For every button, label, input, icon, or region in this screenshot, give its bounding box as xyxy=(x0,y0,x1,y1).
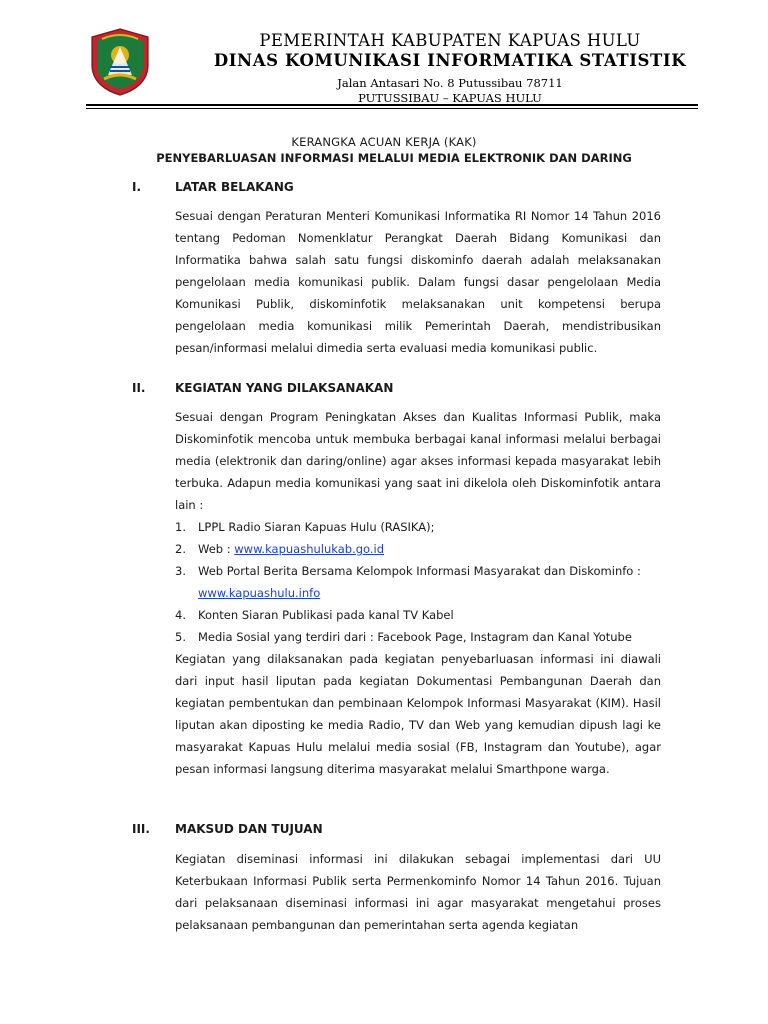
list-text: Web : xyxy=(198,542,235,556)
section-heading-2 xyxy=(132,381,393,395)
list-item xyxy=(175,560,665,604)
letterhead-address: Jalan Antasari No. 8 Putussibau 78711 xyxy=(337,76,563,90)
section-number: III. xyxy=(132,822,150,836)
section-title: MAKSUD DAN TUJUAN xyxy=(175,822,323,836)
letterhead-agency: DINAS KOMUNIKASI INFORMATIKA STATISTIK xyxy=(213,51,687,70)
list-text: LPPL Radio Siaran Kapuas Hulu (RASIKA); xyxy=(198,520,435,534)
section-1-paragraph: Sesuai dengan Peraturan Menteri Komunikasi Informatika RI Nomor 14 Tahun 2016 tentang Pedoman Nomenklatur Perangkat Daerah Bidang Komunikasi dan Informatika bahwa salah satu fungsi diskominfo daerah adalah melaksanakan pengelolaan media komunikasi publik. Dalam fungsi dasar pengelolaan Media Komunikasi Publik, diskominfotik melaksanakan unit kompetensi berupa pengelolaan media komunikasi milik Pemerintah Daerah, mendistribusikan pesan/informasi melalui dimedia serta evaluasi media komunikasi public. xyxy=(175,209,661,355)
list-number: 2. xyxy=(175,542,186,556)
media-list xyxy=(175,516,665,648)
section-3-paragraph: Kegiatan diseminasi informasi ini dilakukan sebagai implementasi dari UU Keterbukaan Informasi Publik serta Permenkominfo Nomor 14 Tahun 2016. Tujuan dari pelaksanaan diseminasi informasi ini agar masyarakat mengetahui proses pelaksanaan pembangunan dan pemerintahan serta agenda kegiatan xyxy=(175,852,661,932)
section-number: I. xyxy=(132,180,142,194)
website-link[interactable]: www.kapuashulukab.go.id xyxy=(234,542,385,556)
document-subtitle: PENYEBARLUASAN INFORMASI MELALUI MEDIA ELEKTRONIK DAN DARING xyxy=(156,151,632,165)
section-heading-3 xyxy=(132,822,323,836)
document-title: KERANGKA ACUAN KERJA (KAK) xyxy=(291,135,477,149)
section-number: II. xyxy=(132,381,146,395)
list-item xyxy=(175,604,665,626)
list-item xyxy=(175,626,665,648)
list-text: Konten Siaran Publikasi pada kanal TV Kabel xyxy=(198,608,454,622)
section-heading-1 xyxy=(132,180,294,194)
section-title: KEGIATAN YANG DILAKSANAKAN xyxy=(175,381,394,395)
letterhead-rule-thin xyxy=(86,108,698,109)
section-2-closing: Kegiatan yang dilaksanakan pada kegiatan penyebarluasan informasi ini diawali dari input hasil liputan pada kegiatan Dokumentasi Pembangunan Daerah dan kegiatan pembentukan dan pembinaan Kelompok Informasi Masyarakat (KIM). Hasil liputan akan diposting ke media Radio, TV dan Web yang kemudian dipush lagi ke masyarakat Kapuas Hulu melalui media sosial (FB, Instagram dan Youtube), agar pesan informasi langsung diterima masyarakat melalui Smarthpone warga. xyxy=(175,652,661,776)
regency-emblem-icon xyxy=(88,27,152,97)
list-text: Web Portal Berita Bersama Kelompok Informasi Masyarakat dan Diskominfo : xyxy=(198,564,641,578)
list-number: 5. xyxy=(175,630,186,644)
list-item xyxy=(175,516,665,538)
section-title: LATAR BELAKANG xyxy=(175,180,294,194)
list-item xyxy=(175,538,665,560)
list-text: Media Sosial yang terdiri dari : Facebook Page, Instagram dan Kanal Yotube xyxy=(198,630,632,644)
letterhead xyxy=(150,30,750,106)
section-2-intro: Sesuai dengan Program Peningkatan Akses dan Kualitas Informasi Publik, maka Diskominfotik mencoba untuk membuka berbagai kanal informasi melalui berbagai media (elektronik dan daring/online) agar akses informasi kepada masyarakat lebih terbuka. Adapun media komunikasi yang saat ini dikelola oleh Diskominfotik antara lain : xyxy=(175,410,661,512)
list-number: 3. xyxy=(175,564,186,578)
letterhead-city: PUTUSSIBAU – KAPUAS HULU xyxy=(358,91,542,105)
letterhead-rule-thick xyxy=(86,104,698,106)
list-number: 1. xyxy=(175,520,186,534)
letterhead-government: PEMERINTAH KABUPATEN KAPUAS HULU xyxy=(259,31,641,50)
portal-link[interactable]: www.kapuashulu.info xyxy=(198,586,321,600)
list-number: 4. xyxy=(175,608,186,622)
